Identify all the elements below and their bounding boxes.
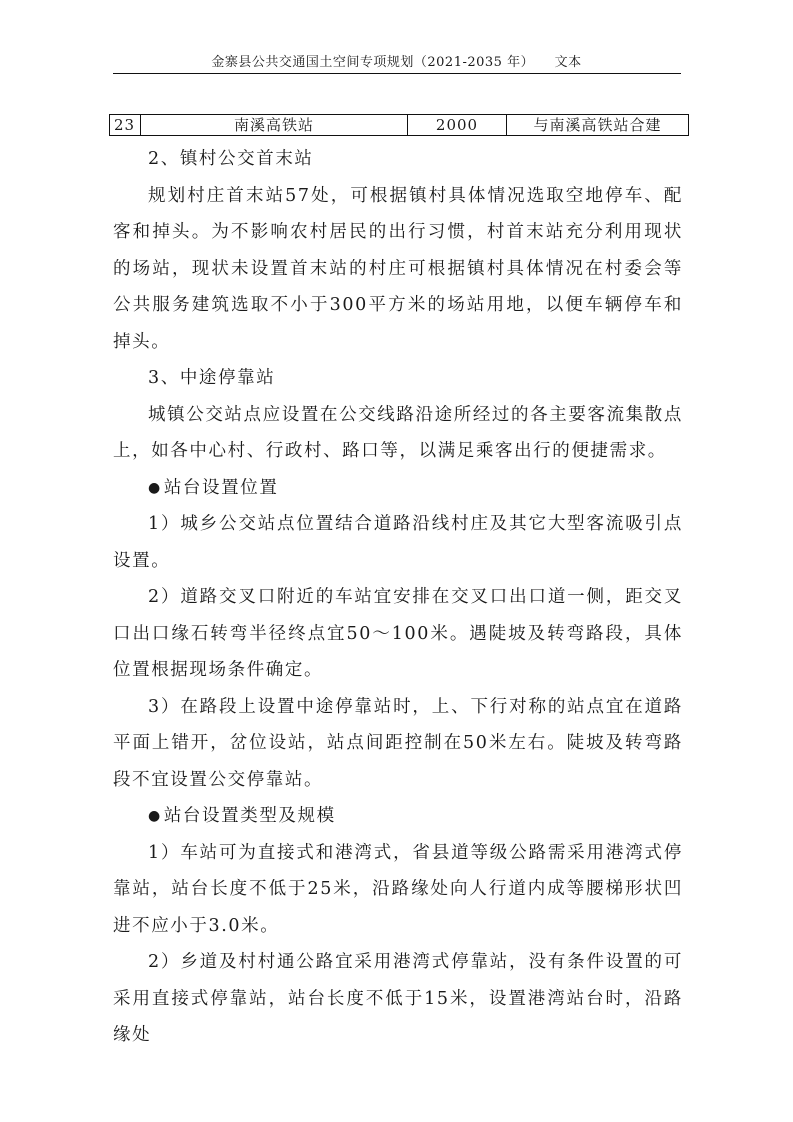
bullet-icon: ● [148,479,162,496]
section3-heading: 3、中途停靠站 [148,368,276,388]
station-table [109,114,689,136]
bullet2-heading [113,798,683,835]
header-divider [113,73,681,74]
section3-paragraph: 城镇公交站点应设置在公交线路沿途所经过的各主要客流集散点上，如各中心村、行政村、路口等，以满足乘客出行的便捷需求。 [113,404,683,461]
station-name-cell: 南溪高铁站 [141,115,408,136]
station-note-cell: 与南溪高铁站合建 [507,115,689,136]
section2-heading: 2、镇村公交首末站 [148,149,314,169]
station-number-cell: 23 [110,115,141,136]
bullet1-heading [113,470,683,507]
location-item-3: 3）在路段上设置中途停靠站时，上、下行对称的站点宜在道路平面上错开，岔位设站，站点间距控制在50米左右。陡坡及转弯路段不宜设置公交停靠站。 [113,696,683,790]
bullet-icon: ● [148,808,162,824]
bullet1-heading-text: 站台设置位置 [163,477,279,498]
section2-paragraph: 规划村庄首末站57处，可根据镇村具体情况选取空地停车、配客和掉头。为不影响农村居民的出行习惯，村首末站充分利用现状的场站，现状未设置首末站的村庄可根据镇村具体情况在村委会等公共服务建筑选取不小于300平方米的场站用地，以便车辆停车和掉头。 [113,185,683,352]
bullet2-heading-text: 站台设置类型及规模 [163,806,336,826]
page-header: 金寨县公共交通国土空间专项规划（2021-2035 年） 文本 [211,55,582,70]
document-body [113,141,683,1054]
station-area-cell: 2000 [408,115,507,136]
location-item-1: 1）城乡公交站点位置结合道路沿线村庄及其它大型客流吸引点设置。 [113,514,683,571]
table-row [110,115,689,136]
location-item-2: 2）道路交叉口附近的车站宜安排在交叉口出口道一侧，距交叉口出口缘石转弯半径终点宜50～100米。遇陡坡及转弯路段，具体位置根据现场条件确定。 [113,587,683,680]
type-item-2: 2）乡道及村村通公路宜采用港湾式停靠站，没有条件设置的可采用直接式停靠站，站台长度不低于15米，设置港湾站台时，沿路缘处 [113,952,683,1045]
type-item-1: 1）车站可为直接式和港湾式，省县道等级公路需采用港湾式停靠站，站台长度不低于25米，沿路缘处向人行道内成等腰梯形状凹进不应小于3.0米。 [113,842,683,936]
